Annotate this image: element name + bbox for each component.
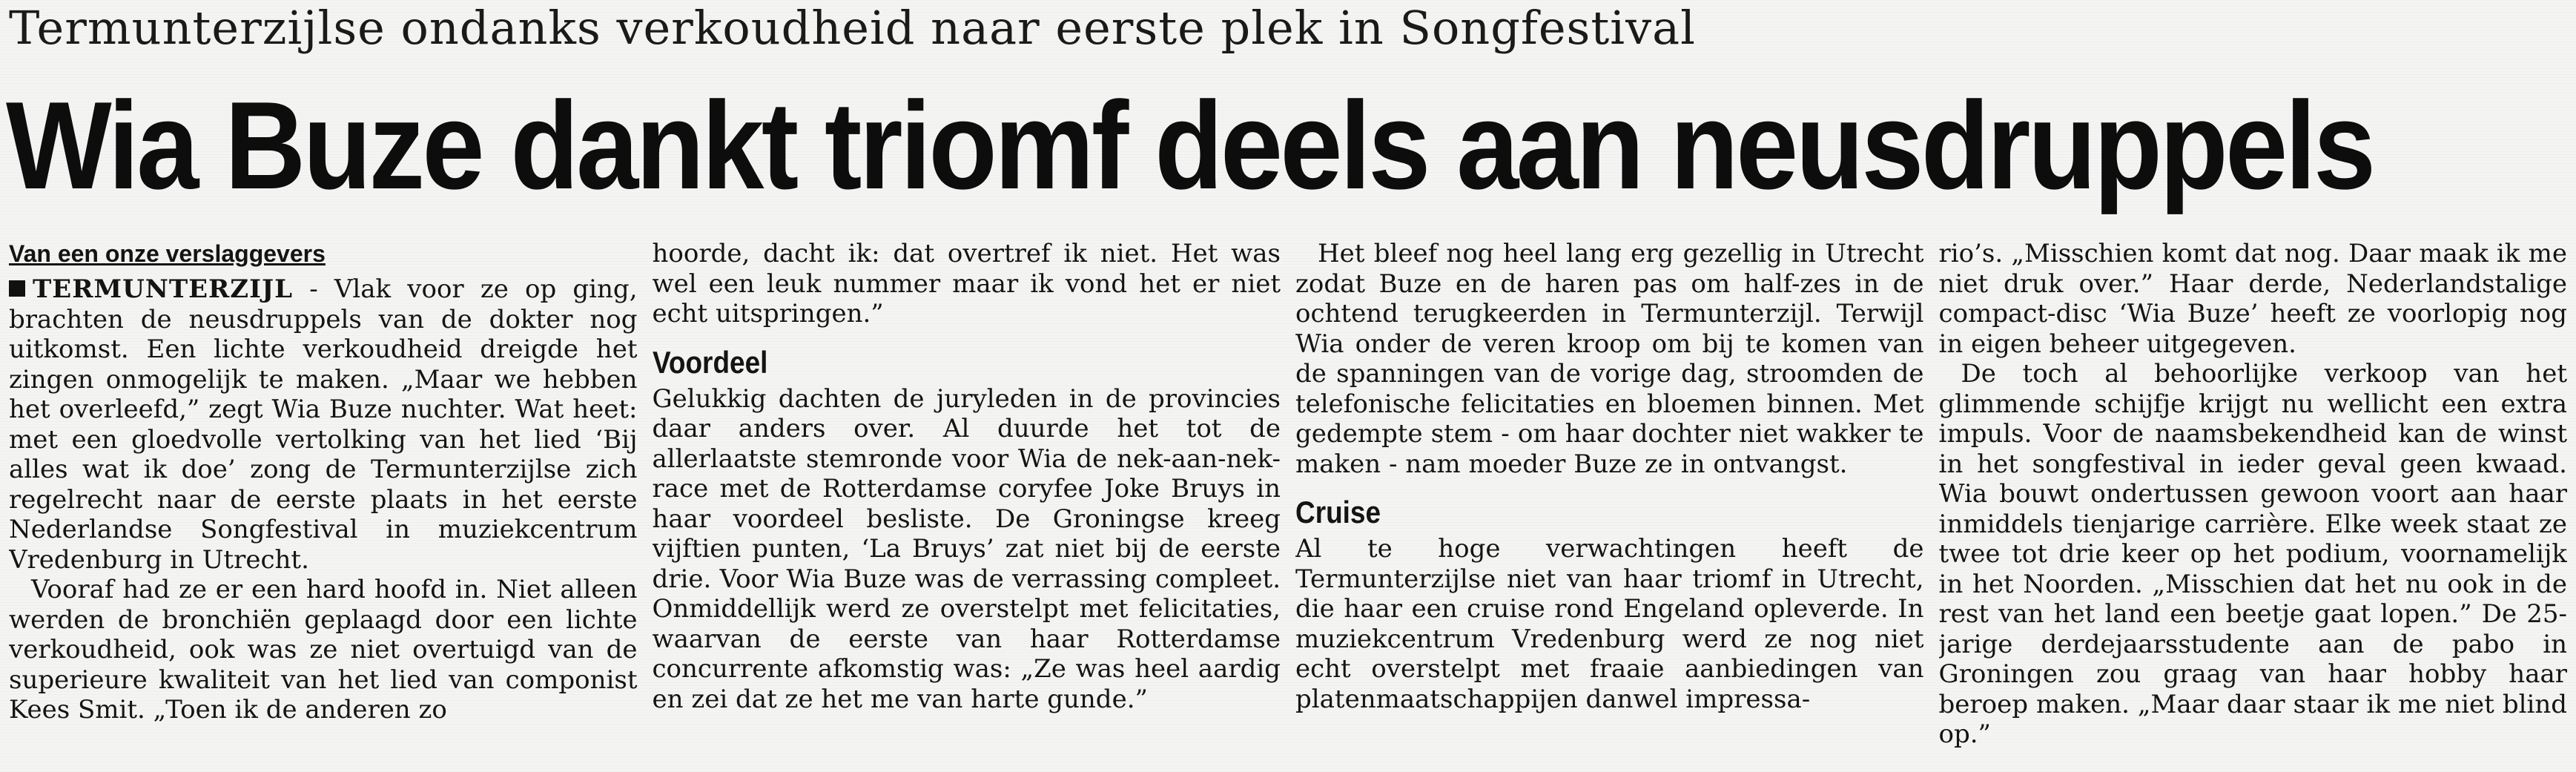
article-column-3 (1295, 239, 1924, 769)
paragraph: hoorde, dacht ik: dat overtref ik niet. Het was wel een leuk nummer maar ik vond het er niet echt uitspringen.” (652, 239, 1281, 329)
square-bullet-icon (9, 280, 25, 297)
paragraph-text: - Vlak voor ze op ging, brachten de neusdruppels van de dokter nog uitkomst. Een lichte verkoudheid dreigde het zingen onmogelijk te maken. „Maar we hebben het overleefd,” zegt Wia Buze nuchter. Wat heet: met een gloedvolle vertolking van het lied ‘Bij alles wat ik doe’ zong de Termunterzijlse zich regelrecht naar de eerste plaats in het eerste Nederlandse Songfestival in muziekcentrum Vredenburg in Utrecht. (9, 274, 638, 575)
paragraph: De toch al behoorlijke verkoop van het glimmende schijfje krijgt nu wellicht een extra impuls. Voor de naamsbekendheid kan de winst in het songfestival in ieder geval geen kwaad. Wia bouwt ondertussen gewoon voort aan haar inmiddels tienjarige carrière. Elke week staat ze twee tot drie keer op het podium, voornamelijk in het Noorden. „Misschien dat het nu ook in de rest van het land een beetje gaat lopen.” De 25-jarige derdejaarsstudente aan de pabo in Groningen zou graag van haar hobby haar beroep maken. „Maar daar staar ik me niet blind op.” (1938, 359, 2567, 749)
paragraph: Al te hoge verwachtingen heeft de Termunterzijlse niet van haar triomf in Utrecht, die haar een cruise rond Engeland opleverde. In muziekcentrum Vredenburg werd ze nog niet echt overstelpt met fraaie aanbiedingen van platenmaatschappijen danwel impressa- (1295, 534, 1924, 714)
paragraph: Vooraf had ze er een hard hoofd in. Niet alleen werden de bronchiën geplaagd door een lichte verkoudheid, ook was ze niet overtuigd van de superieure kwaliteit van het lied van componist Kees Smit. „Toen ik de anderen zo (9, 575, 638, 725)
paragraph: rio’s. „Misschien komt dat nog. Daar maak ik me niet druk over.” Haar derde, Nederlandstalige compact-disc ‘Wia Buze’ heeft ze voorlopig nog in eigen beheer uitgegeven. (1938, 239, 2567, 359)
paragraph: Het bleef nog heel lang erg gezellig in Utrecht zodat Buze en de haren pas om half-zes in de ochtend terugkeerden in Termunterzijl. Terwijl Wia onder de veren kroop om bij te komen van de spanningen van de vorige dag, stroomden de telefonische felicitaties en bloemen binnen. Met gedempte stem - om haar dochter niet wakker te maken - nam moeder Buze ze in ontvangst. (1295, 239, 1924, 479)
article-column-1 (9, 239, 638, 769)
article-column-4 (1939, 239, 2568, 769)
article-body (9, 239, 2567, 769)
subheading: Cruise (1295, 495, 1381, 529)
dateline: TERMUNTERZIJL (33, 274, 294, 304)
paragraph (9, 274, 638, 575)
kicker-headline: Termunterzijlse ondanks verkoudheid naar eerste plek in Songfestival (9, 1, 1696, 55)
subheading: Voordeel (652, 344, 767, 380)
main-headline: Wia Buze dankt triomf deels aan neusdruppels (6, 76, 2374, 215)
article-column-2 (653, 239, 1281, 769)
byline: Van een onze verslaggevers (9, 240, 326, 267)
paragraph: Gelukkig dachten de juryleden in de provincies daar anders over. Al duurde het tot de allerlaatste stemronde voor Wia de nek-aan-nek-race met de Rotterdamse coryfee Joke Bruys in haar voordeel besliste. De Groningse kreeg vijftien punten, ‘La Bruys’ zat niet bij de eerste drie. Voor Wia Buze was de verrassing compleet. Onmiddellijk werd ze overstelpt met felicitaties, waarvan de eerste van haar Rotterdamse concurrente afkomstig was: „Ze was heel aardig en zei dat ze het me van harte gunde.” (652, 383, 1281, 714)
